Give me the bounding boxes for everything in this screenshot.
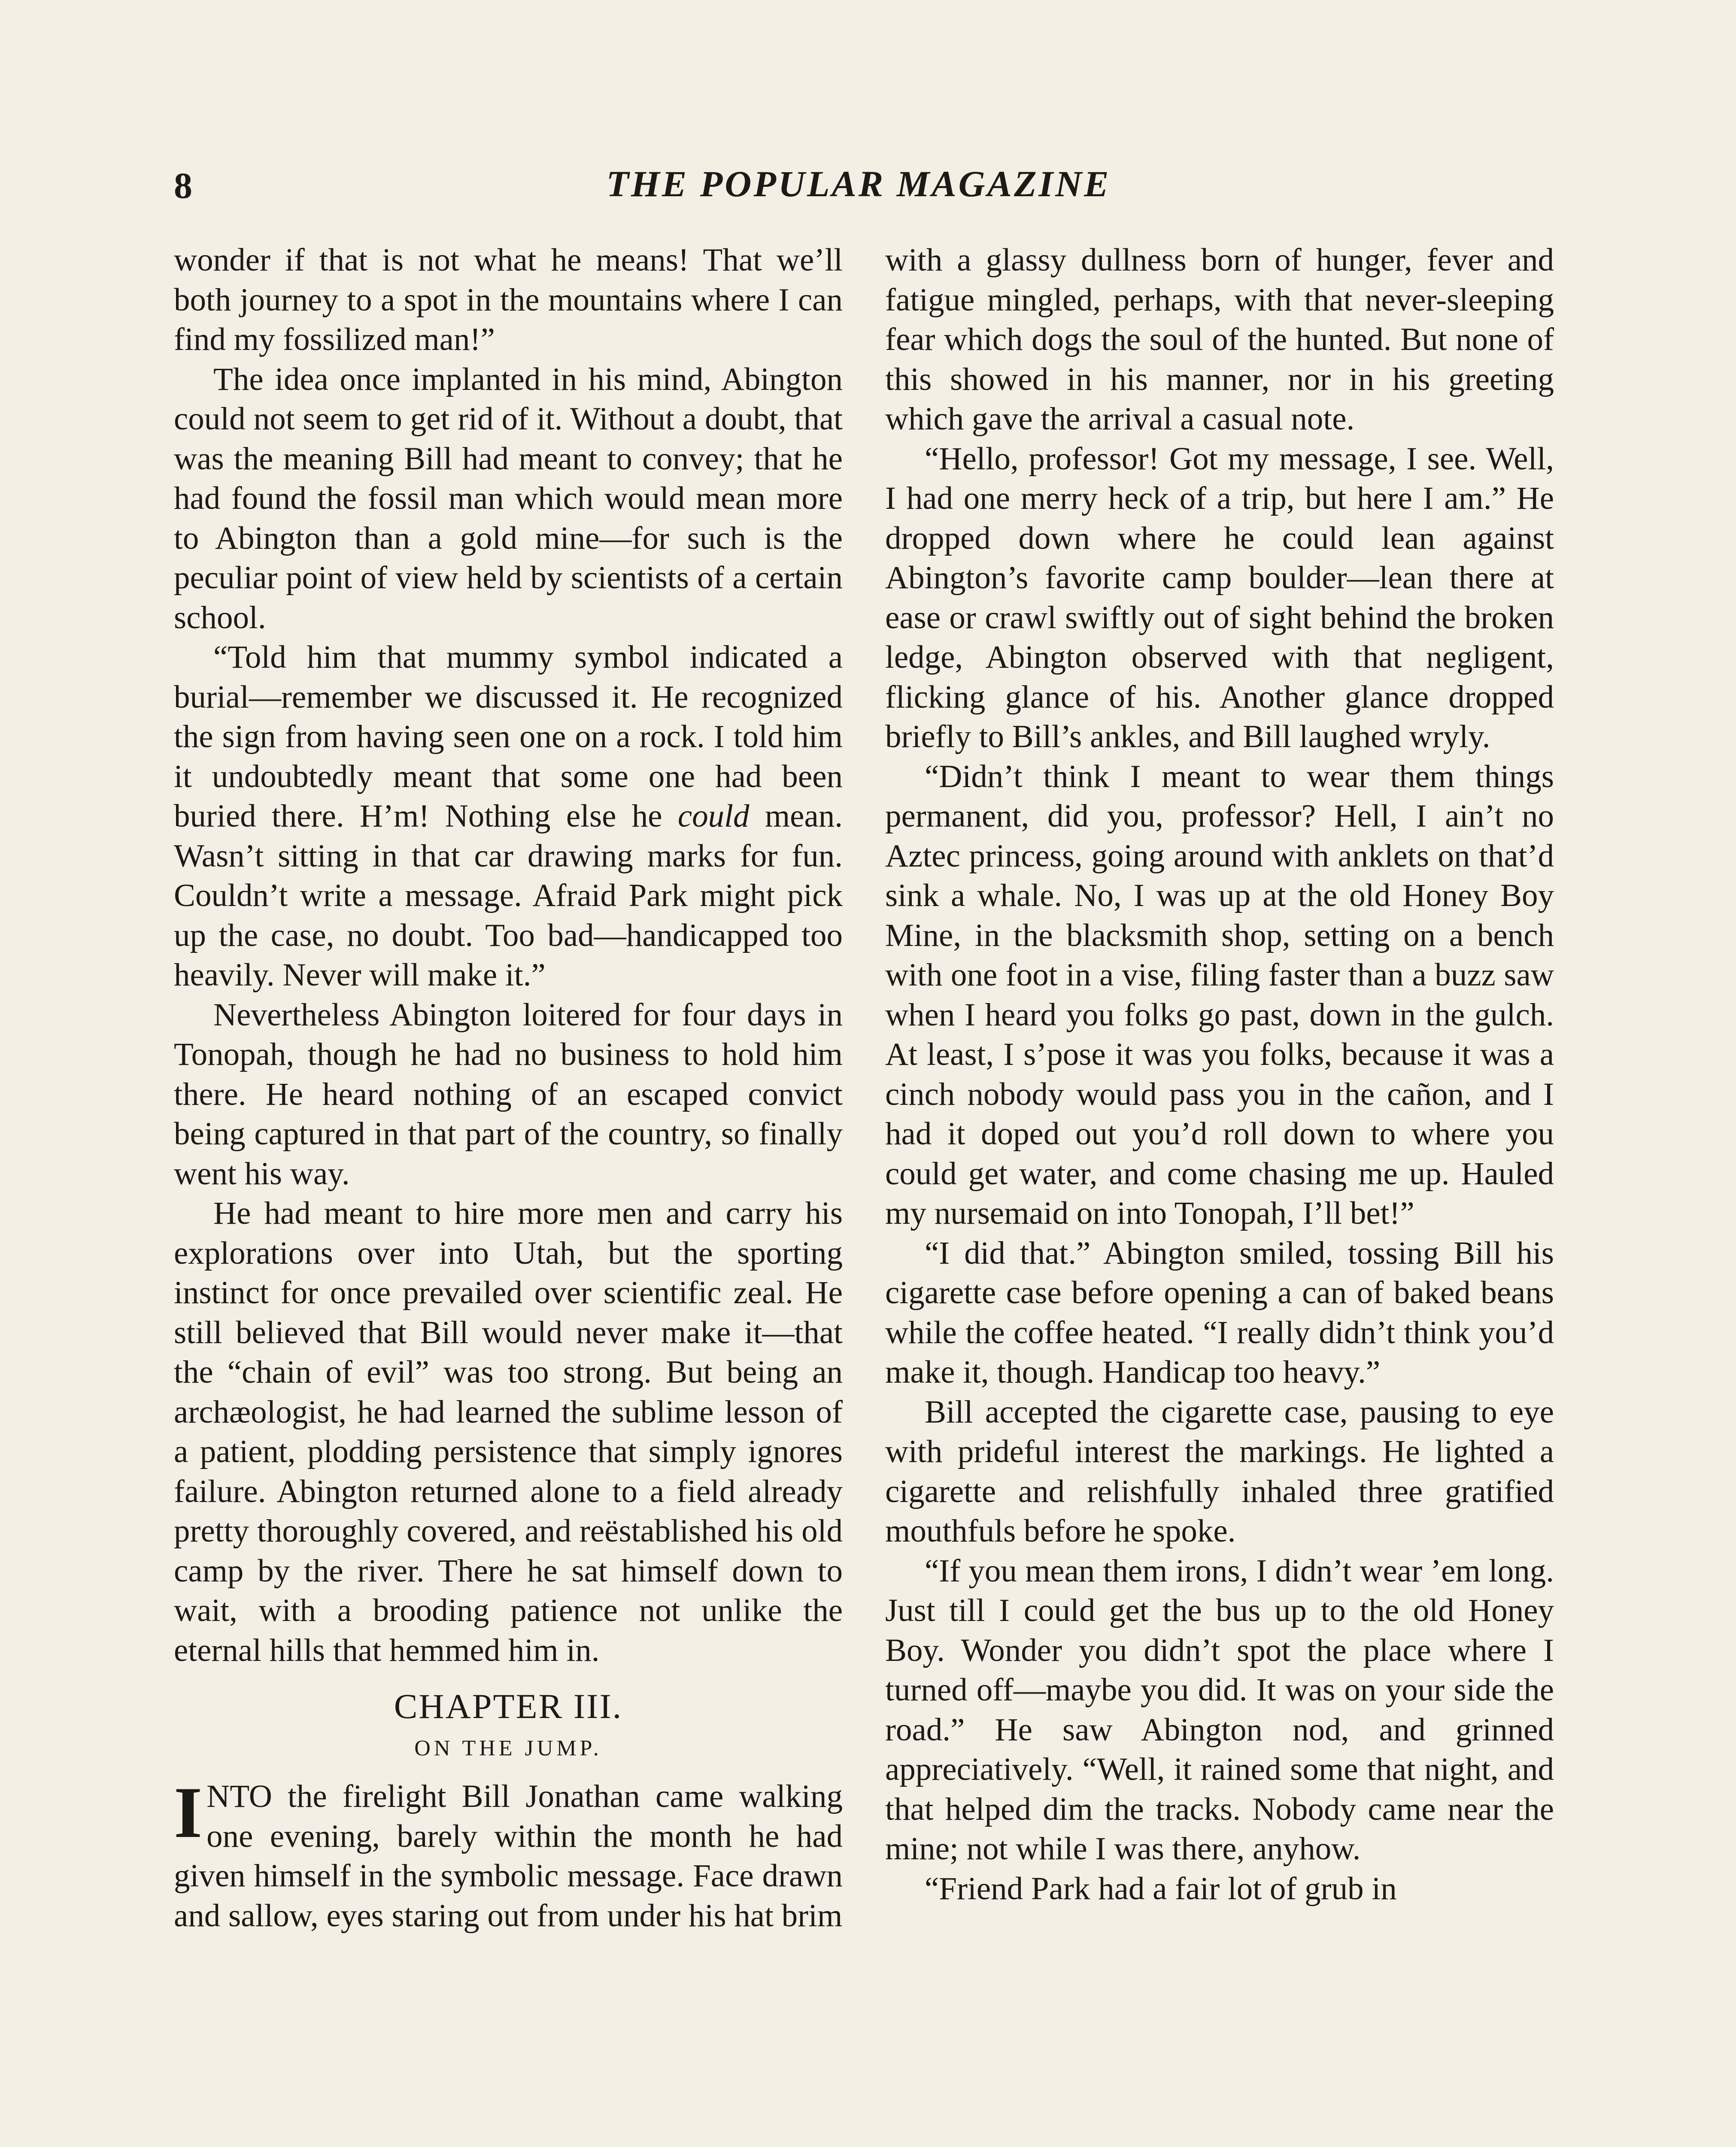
right-column [885, 240, 1554, 1909]
paragraph: The idea once implanted in his mind, Abington could not seem to get rid of it. Without a doubt, that was the meaning Bill had meant to convey; that he had found the fossil man which would mean more to Abington than a gold mine—for such is the peculiar point of view held by scientists of a certain school. [174, 361, 843, 636]
text-span: mean. Wasn’t sitting in that car drawing marks for fun. Couldn’t write a message. Afraid Park might pick up the case, no doubt. Too bad—handicapped too heavily. Never will make it.” [174, 798, 843, 993]
text-span: “Told him that mummy symbol indicated a burial—remember we discussed it. He recognized the sign from having seen one on a rock. I told him it undoubtedly meant that some one had been buried there. H’m! Nothing else he [174, 639, 843, 834]
paragraph: Nevertheless Abington loitered for four days in Tonopah, though he had no business to hold him there. He heard nothing of an escaped convict being captured in that part of the country, so finally went his way. [174, 997, 843, 1192]
page-number: 8 [174, 165, 192, 206]
paragraph: “Friend Park had a fair lot of grub in [925, 1870, 1397, 1907]
chapter-heading: CHAPTER III. [394, 1687, 623, 1726]
paragraph: wonder if that is not what he means! That we’ll both journey to a spot in the mountains where I can find my fossilized man!” [174, 242, 843, 357]
paragraph: “Hello, professor! Got my message, I see. Well, I had one merry heck of a trip, but here I am.” He dropped down where he could lean against Abington’s favorite camp boulder—lean there at ease or crawl swiftly out of sight behind the broken ledge, Abington observed with that negligent, flicking glance of his. Another glance dropped briefly to Bill’s ankles, and Bill laughed wryly. [885, 441, 1554, 754]
drop-cap: I [174, 1772, 203, 1853]
paragraph [174, 638, 843, 995]
paragraph: He had meant to hire more men and carry his explorations over into Utah, but the sporting instinct for once prevailed over scientific zeal. He still believed that Bill would never make it—that the “chain of evil” was too strong. But being an archæologist, he had learned the sublime lesson of a patient, plodding persistence that simply ignores failure. Abington returned alone to a field already pretty thoroughly covered, and reëstablished his old camp by the river. There he sat himself down to wait, with a brooding patience not unlike the eternal hills that hemmed him in. [174, 1195, 843, 1668]
paragraph: “Didn’t think I meant to wear them things permanent, did you, professor? Hell, I ain’t no Aztec princess, going around with anklets on that’d sink a whale. No, I was up at the old Honey Boy Mine, in the blacksmith shop, setting on a bench with one foot in a vise, filing faster than a buzz saw when I heard you folks go past, down in the gulch. At least, I s’pose it was you folks, because it was a cinch nobody would pass you in the cañon, and I had it doped out you’d roll down to where you could get water, and come chasing me up. Hauled my nursemaid on into Tonopah, I’ll bet!” [885, 758, 1554, 1231]
emphasis-text: could [677, 798, 750, 834]
text-span: NTO the firelight Bill Jonathan came walking one evening, barely within the month he had given himself in the symbolic message. Face drawn and sallow, eyes staring out from under his hat brim [174, 1779, 843, 1934]
paragraph-dropcap [174, 1772, 843, 1936]
left-column [174, 240, 843, 1936]
running-head-title: THE POPULAR MAGAZINE [606, 163, 1111, 204]
paragraph: “I did that.” Abington smiled, tossing Bill his cigarette case before opening a can of baked beans while the coffee heated. “I really didn’t think you’d make it, though. Handicap too heavy.” [885, 1235, 1554, 1390]
paragraph: Bill accepted the cigarette case, pausing to eye with prideful interest the markings. He lighted a cigarette and relishfully inhaled three gratified mouthfuls before he spoke. [885, 1394, 1554, 1549]
paragraph: with a glassy dullness born of hunger, fever and fatigue mingled, perhaps, with that never-sleeping fear which dogs the soul of the hunted. But none of this showed in his manner, nor in his greeting which gave the arrival a casual note. [885, 242, 1554, 437]
paragraph: “If you mean them irons, I didn’t wear ’em long. Just till I could get the bus up to the old Honey Boy. Wonder you didn’t spot the place where I turned off—maybe you did. It was on your side the road.” He saw Abington nod, and grinned appreciatively. “Well, it rained some that night, and that helped dim the tracks. Nobody came near the mine; not while I was there, anyhow. [885, 1553, 1554, 1867]
chapter-subtitle: ON THE JUMP. [414, 1736, 602, 1761]
